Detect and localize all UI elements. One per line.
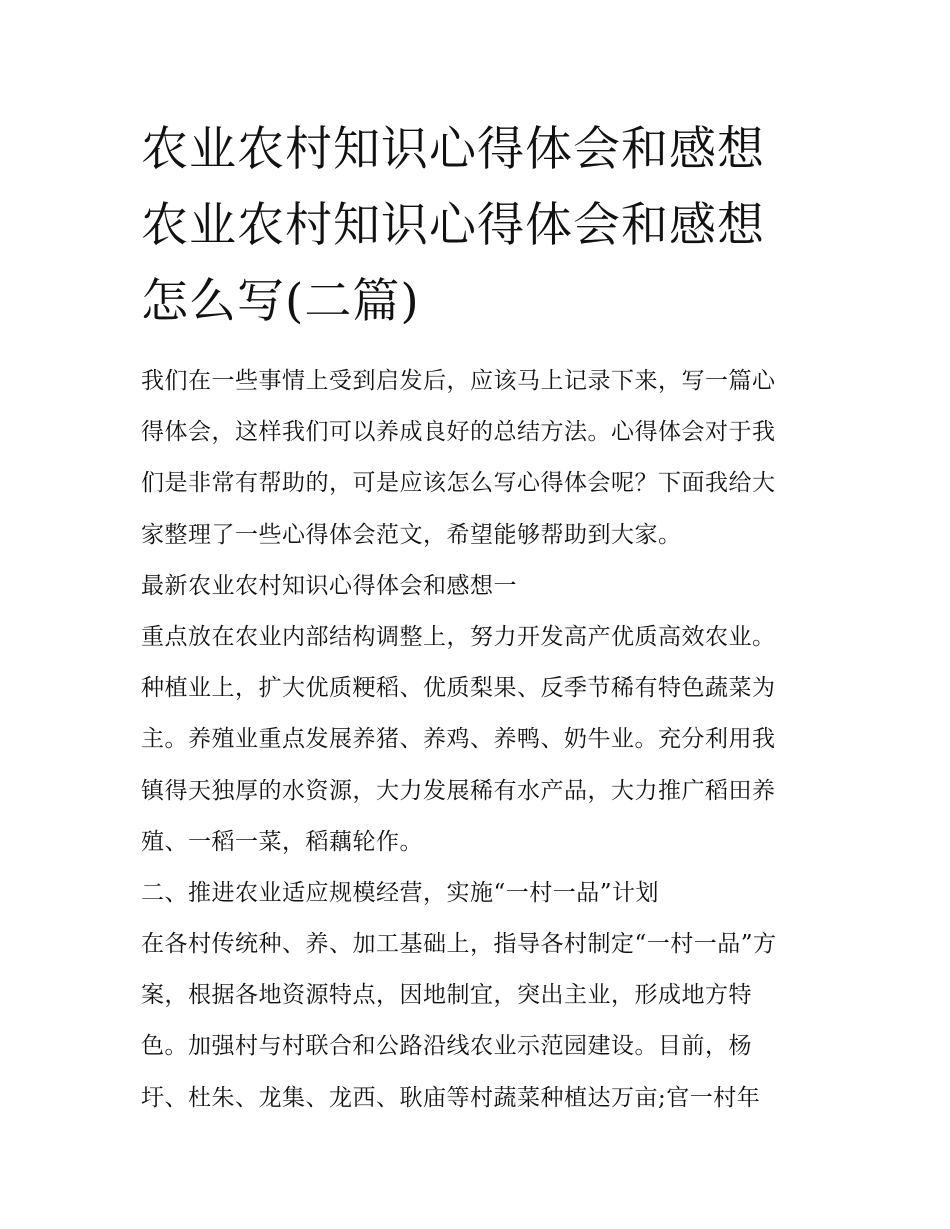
title-line-1: 农业农村知识心得体会和感想: [141, 122, 765, 177]
body-line: 在各村传统种、养、加工基础上，指导各村制定“一村一品”方: [141, 931, 777, 958]
body-line: 主。养殖业重点发展养猪、养鸡、养鸭、奶牛业。充分利用我: [141, 726, 776, 753]
body-line: 得体会，这样我们可以养成良好的总结方法。心得体会对于我: [141, 419, 776, 446]
body-line: 们是非常有帮助的，可是应该怎么写心得体会呢？下面我给大: [141, 470, 776, 497]
body-line: 色。加强村与村联合和公路沿线农业示范园建设。目前，杨: [141, 1033, 752, 1060]
document-title: [141, 112, 831, 340]
body-line: 种植业上，扩大优质粳稻、优质梨果、反季节稀有特色蔬菜为: [141, 675, 776, 702]
title-line-3: 怎么写(二篇): [141, 274, 420, 329]
document-body: [141, 356, 821, 1124]
body-line: 镇得天独厚的水资源，大力发展稀有水产品，大力推广稻田养: [141, 777, 776, 804]
body-line: 圩、杜朱、龙集、龙西、耿庙等村蔬菜种植达万亩;官一村年: [141, 1084, 761, 1111]
section-heading-1: 最新农业农村知识心得体会和感想一: [141, 572, 517, 599]
body-line: 家整理了一些心得体会范文，希望能够帮助到大家。: [141, 521, 682, 548]
section-heading-2: 二、推进农业适应规模经营，实施“一村一品”计划: [141, 879, 660, 906]
body-line: 重点放在农业内部结构调整上，努力开发高产优质高效农业。: [141, 623, 776, 650]
title-line-2: 农业农村知识心得体会和感想: [141, 198, 765, 253]
body-line: 殖、一稻一菜，稻藕轮作。: [141, 828, 423, 855]
body-line: 我们在一些事情上受到启发后，应该马上记录下来，写一篇心: [141, 368, 776, 394]
body-line: 案，根据各地资源特点，因地制宜，突出主业，形成地方特: [141, 982, 752, 1009]
